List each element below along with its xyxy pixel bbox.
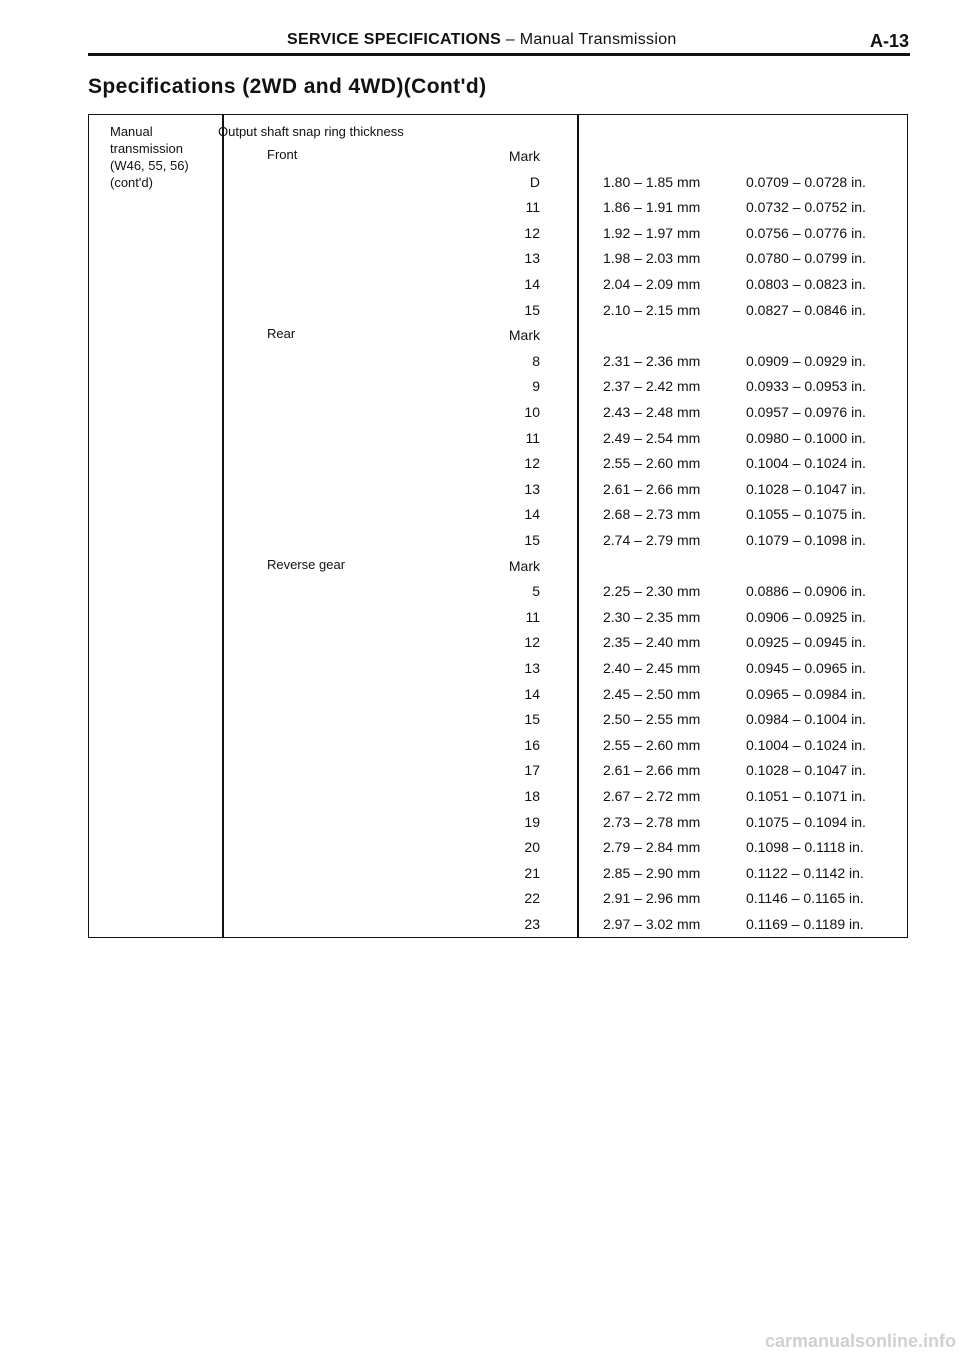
mark-value: 8 [532, 352, 540, 369]
mark-value: 11 [525, 199, 540, 216]
thickness-inch: 0.0709 – 0.0728 in. [746, 173, 866, 190]
page-header-title [287, 31, 677, 49]
header-divider [88, 53, 910, 56]
mark-value: D [529, 173, 540, 190]
thickness-mm: 2.79 – 2.84 mm [603, 839, 701, 856]
thickness-mm: 2.45 – 2.50 mm [603, 685, 701, 702]
thickness-inch: 0.0980 – 0.1000 in. [746, 429, 866, 446]
thickness-mm: 2.73 – 2.78 mm [603, 813, 701, 830]
mark-value: 16 [524, 736, 540, 753]
mark-value: 22 [524, 890, 540, 907]
thickness-inch: 0.1028 – 0.1047 in. [746, 762, 866, 779]
thickness-inch: 0.0803 – 0.0823 in. [746, 276, 866, 292]
system-label: Manual transmission (W46, 55, 56) (cont'd) [110, 124, 189, 190]
thickness-inch: 0.0925 – 0.0945 in. [746, 634, 866, 651]
thickness-inch: 0.0827 – 0.0846 in. [746, 301, 866, 318]
watermark: carmanualsonline.info [764, 1331, 956, 1351]
mark-value: 11 [525, 608, 540, 625]
thickness-mm: 2.04 – 2.09 mm [603, 276, 701, 292]
thickness-inch: 0.1055 – 0.1075 in. [746, 506, 866, 523]
thickness-mm: 1.86 – 1.91 mm [603, 199, 701, 216]
mark-value: 15 [524, 301, 540, 318]
thickness-mm: 1.98 – 2.03 mm [603, 250, 701, 267]
thickness-mm: 2.67 – 2.72 mm [603, 788, 701, 804]
item-label: Output shaft snap ring thickness [218, 124, 404, 139]
table-column-divider [222, 115, 224, 937]
thickness-inch: 0.1098 – 0.1118 in. [746, 839, 864, 856]
mark-value: 20 [524, 839, 540, 856]
mark-value: 12 [524, 224, 540, 241]
table-column-divider [577, 115, 579, 937]
mark-header: Mark [508, 148, 540, 164]
thickness-inch: 0.1004 – 0.1024 in. [746, 736, 866, 753]
thickness-mm: 2.61 – 2.66 mm [603, 762, 701, 779]
thickness-mm: 2.74 – 2.79 mm [603, 532, 701, 548]
thickness-mm: 2.97 – 3.02 mm [603, 916, 701, 932]
thickness-inch: 0.0965 – 0.0984 in. [746, 685, 866, 702]
group-label: Reverse gear [267, 556, 346, 572]
thickness-inch: 0.1051 – 0.1071 in. [746, 788, 866, 804]
mark-value: 13 [524, 660, 540, 676]
mark-value: 18 [524, 788, 540, 804]
thickness-mm: 2.30 – 2.35 mm [603, 608, 701, 625]
thickness-mm: 2.68 – 2.73 mm [603, 506, 701, 523]
mark-value: 14 [524, 506, 540, 523]
mark-header: Mark [508, 327, 540, 344]
group-label: Rear [267, 326, 296, 342]
thickness-inch: 0.1075 – 0.1094 in. [746, 813, 866, 830]
mark-value: 15 [524, 711, 540, 728]
thickness-inch: 0.0957 – 0.0976 in. [746, 404, 866, 420]
thickness-inch: 0.0886 – 0.0906 in. [746, 583, 866, 600]
thickness-inch: 0.1146 – 0.1165 in. [746, 890, 864, 907]
mark-value: 14 [524, 276, 540, 292]
thickness-mm: 2.85 – 2.90 mm [603, 864, 701, 881]
thickness-mm: 2.31 – 2.36 mm [603, 352, 701, 369]
thickness-inch: 0.0933 – 0.0953 in. [746, 378, 866, 395]
mark-value: 13 [524, 480, 540, 497]
mark-value: 15 [524, 532, 540, 548]
mark-value: 13 [524, 250, 540, 267]
thickness-mm: 1.80 – 1.85 mm [603, 173, 701, 190]
thickness-inch: 0.0780 – 0.0799 in. [746, 250, 866, 267]
thickness-inch: 0.1028 – 0.1047 in. [746, 480, 866, 497]
mark-value: 23 [524, 916, 540, 932]
thickness-inch: 0.0906 – 0.0925 in. [746, 608, 866, 625]
mark-value: 14 [524, 685, 540, 702]
thickness-inch: 0.0756 – 0.0776 in. [746, 224, 866, 241]
mark-value: 9 [532, 378, 540, 395]
thickness-mm: 2.43 – 2.48 mm [603, 404, 701, 420]
thickness-inch: 0.1079 – 0.1098 in. [746, 532, 866, 548]
thickness-mm: 2.50 – 2.55 mm [603, 711, 701, 728]
thickness-mm: 2.91 – 2.96 mm [603, 890, 701, 907]
thickness-mm: 2.55 – 2.60 mm [603, 736, 701, 753]
thickness-mm: 2.61 – 2.66 mm [603, 480, 701, 497]
thickness-mm: 2.35 – 2.40 mm [603, 634, 701, 651]
mark-value: 21 [524, 864, 540, 881]
thickness-inch: 0.0945 – 0.0965 in. [746, 660, 866, 676]
spec-table [88, 114, 908, 938]
group-label: Front [267, 147, 298, 162]
mark-value: 5 [532, 583, 540, 600]
thickness-mm: 2.49 – 2.54 mm [603, 429, 701, 446]
thickness-mm: 2.25 – 2.30 mm [603, 583, 701, 600]
thickness-mm: 2.37 – 2.42 mm [603, 378, 701, 395]
section-heading: Specifications (2WD and 4WD)(Cont'd) [88, 75, 487, 98]
mark-value: 17 [524, 762, 540, 779]
thickness-mm: 2.55 – 2.60 mm [603, 455, 701, 472]
mark-value: 12 [524, 455, 540, 472]
thickness-inch: 0.1122 – 0.1142 in. [746, 864, 864, 881]
page-number: A-13 [870, 31, 910, 51]
thickness-inch: 0.1004 – 0.1024 in. [746, 455, 866, 472]
mark-value: 12 [524, 634, 540, 651]
thickness-mm: 1.92 – 1.97 mm [603, 224, 701, 241]
header-title-rest: – Manual Transmission [501, 31, 677, 48]
mark-value: 19 [524, 813, 540, 830]
thickness-inch: 0.0984 – 0.1004 in. [746, 711, 866, 728]
thickness-inch: 0.0732 – 0.0752 in. [746, 199, 866, 216]
mark-value: 10 [524, 404, 540, 420]
thickness-inch: 0.1169 – 0.1189 in. [746, 916, 864, 932]
thickness-mm: 2.40 – 2.45 mm [603, 660, 701, 676]
header-title-bold: SERVICE SPECIFICATIONS [287, 31, 502, 48]
mark-value: 11 [525, 429, 540, 446]
mark-header: Mark [508, 557, 540, 574]
thickness-inch: 0.0909 – 0.0929 in. [746, 352, 866, 369]
thickness-mm: 2.10 – 2.15 mm [603, 301, 701, 318]
